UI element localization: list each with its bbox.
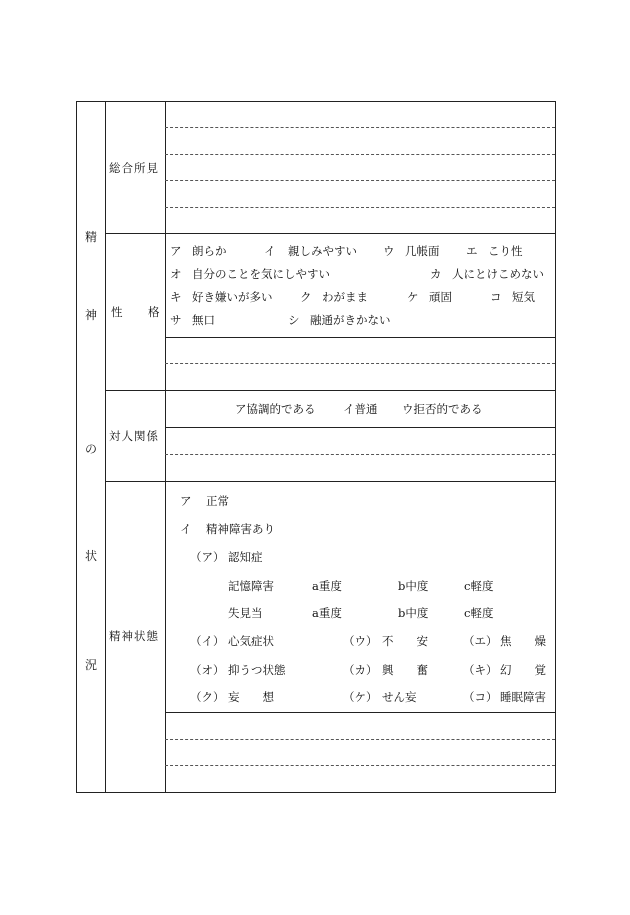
option-marker: ア <box>180 494 192 508</box>
interpersonal-option-normal: イ普通 <box>343 402 378 416</box>
option-marker: ア <box>170 244 182 258</box>
option-text: 妄 想 <box>228 690 274 704</box>
option-marker: （ア） <box>190 550 225 564</box>
memory-impairment-label: 記憶障害 <box>228 579 274 593</box>
option-text: 融通がきかない <box>310 313 391 327</box>
option-text: こり性 <box>488 244 523 258</box>
interpersonal-label: 対人関係 <box>109 429 159 443</box>
section-title-char: 状 <box>84 549 97 563</box>
writing-line <box>165 765 555 766</box>
grade-moderate: b中度 <box>398 606 429 620</box>
option-marker: （ケ） <box>343 690 378 704</box>
section-title-char: 精 <box>84 230 97 244</box>
option-text: 頑固 <box>429 290 452 304</box>
interpersonal-option-cooperative: ア協調的である <box>235 402 316 416</box>
row-divider <box>165 337 556 338</box>
table-border-top <box>76 101 556 102</box>
column-divider-2 <box>165 101 166 792</box>
section-title-char: 神 <box>84 308 97 322</box>
option-text: 睡眠障害 <box>500 690 546 704</box>
writing-line <box>165 363 555 364</box>
option-text: 焦 燥 <box>500 634 546 648</box>
option-marker: ウ <box>383 244 395 258</box>
writing-line <box>165 454 555 455</box>
grade-mild: c軽度 <box>464 606 494 620</box>
option-marker: ケ <box>407 290 419 304</box>
section-divider <box>105 481 556 482</box>
option-marker: （エ） <box>463 634 498 648</box>
option-text: 認知症 <box>228 550 263 564</box>
row-divider <box>165 712 556 713</box>
option-marker: キ <box>170 290 182 304</box>
option-marker: （イ） <box>190 634 225 648</box>
table-border-right <box>555 101 556 792</box>
option-marker: （オ） <box>190 663 225 677</box>
option-text: 抑うつ状態 <box>228 663 286 677</box>
option-marker: （コ） <box>463 690 498 704</box>
option-text: 親しみやすい <box>288 244 357 258</box>
grade-moderate: b中度 <box>398 579 429 593</box>
option-text: 几帳面 <box>405 244 440 258</box>
writing-line <box>165 154 555 155</box>
writing-line <box>165 207 555 208</box>
option-marker: エ <box>466 244 478 258</box>
general-findings-label: 総合所見 <box>109 161 159 175</box>
mental-state-label: 精神状態 <box>109 629 159 643</box>
option-text: せん妄 <box>382 690 417 704</box>
table-border-bottom <box>76 792 556 793</box>
option-marker: イ <box>264 244 276 258</box>
writing-line <box>165 180 555 181</box>
option-marker: イ <box>180 522 192 536</box>
option-text: 朗らか <box>192 244 227 258</box>
option-marker: （カ） <box>343 663 378 677</box>
option-text: わがまま <box>322 290 368 304</box>
option-text: 精神障害あり <box>206 522 275 536</box>
option-marker: コ <box>490 290 502 304</box>
writing-line <box>165 739 555 740</box>
grade-severe: a重度 <box>312 606 342 620</box>
option-text: 好き嫌いが多い <box>192 290 273 304</box>
option-text: 幻 覚 <box>500 663 546 677</box>
option-marker: （ク） <box>190 690 225 704</box>
option-text: 無口 <box>192 313 215 327</box>
option-marker: シ <box>288 313 300 327</box>
grade-severe: a重度 <box>312 579 342 593</box>
grade-mild: c軽度 <box>464 579 494 593</box>
table-border-left <box>76 101 77 792</box>
option-marker: オ <box>170 267 182 281</box>
option-marker: （キ） <box>463 663 498 677</box>
option-text: 人にとけこめない <box>452 267 544 281</box>
personality-label-b: 格 <box>148 305 160 319</box>
option-text: 心気症状 <box>228 634 274 648</box>
section-title-char: 況 <box>84 658 97 672</box>
disorientation-label: 失見当 <box>228 606 263 620</box>
option-marker: ク <box>300 290 312 304</box>
option-text: 不 安 <box>382 634 428 648</box>
option-marker: サ <box>170 313 182 327</box>
row-divider <box>165 427 556 428</box>
option-marker: カ <box>430 267 442 281</box>
section-divider <box>105 233 556 234</box>
option-marker: （ウ） <box>343 634 378 648</box>
option-text: 興 奮 <box>382 663 428 677</box>
column-divider-1 <box>105 101 106 792</box>
section-title-char: の <box>84 442 97 456</box>
interpersonal-option-refusing: ウ拒否的である <box>402 402 483 416</box>
section-divider <box>105 390 556 391</box>
option-text: 正常 <box>206 494 229 508</box>
option-text: 自分のことを気にしやすい <box>192 267 330 281</box>
personality-label-a: 性 <box>111 305 123 319</box>
writing-line <box>165 127 555 128</box>
option-text: 短気 <box>512 290 535 304</box>
